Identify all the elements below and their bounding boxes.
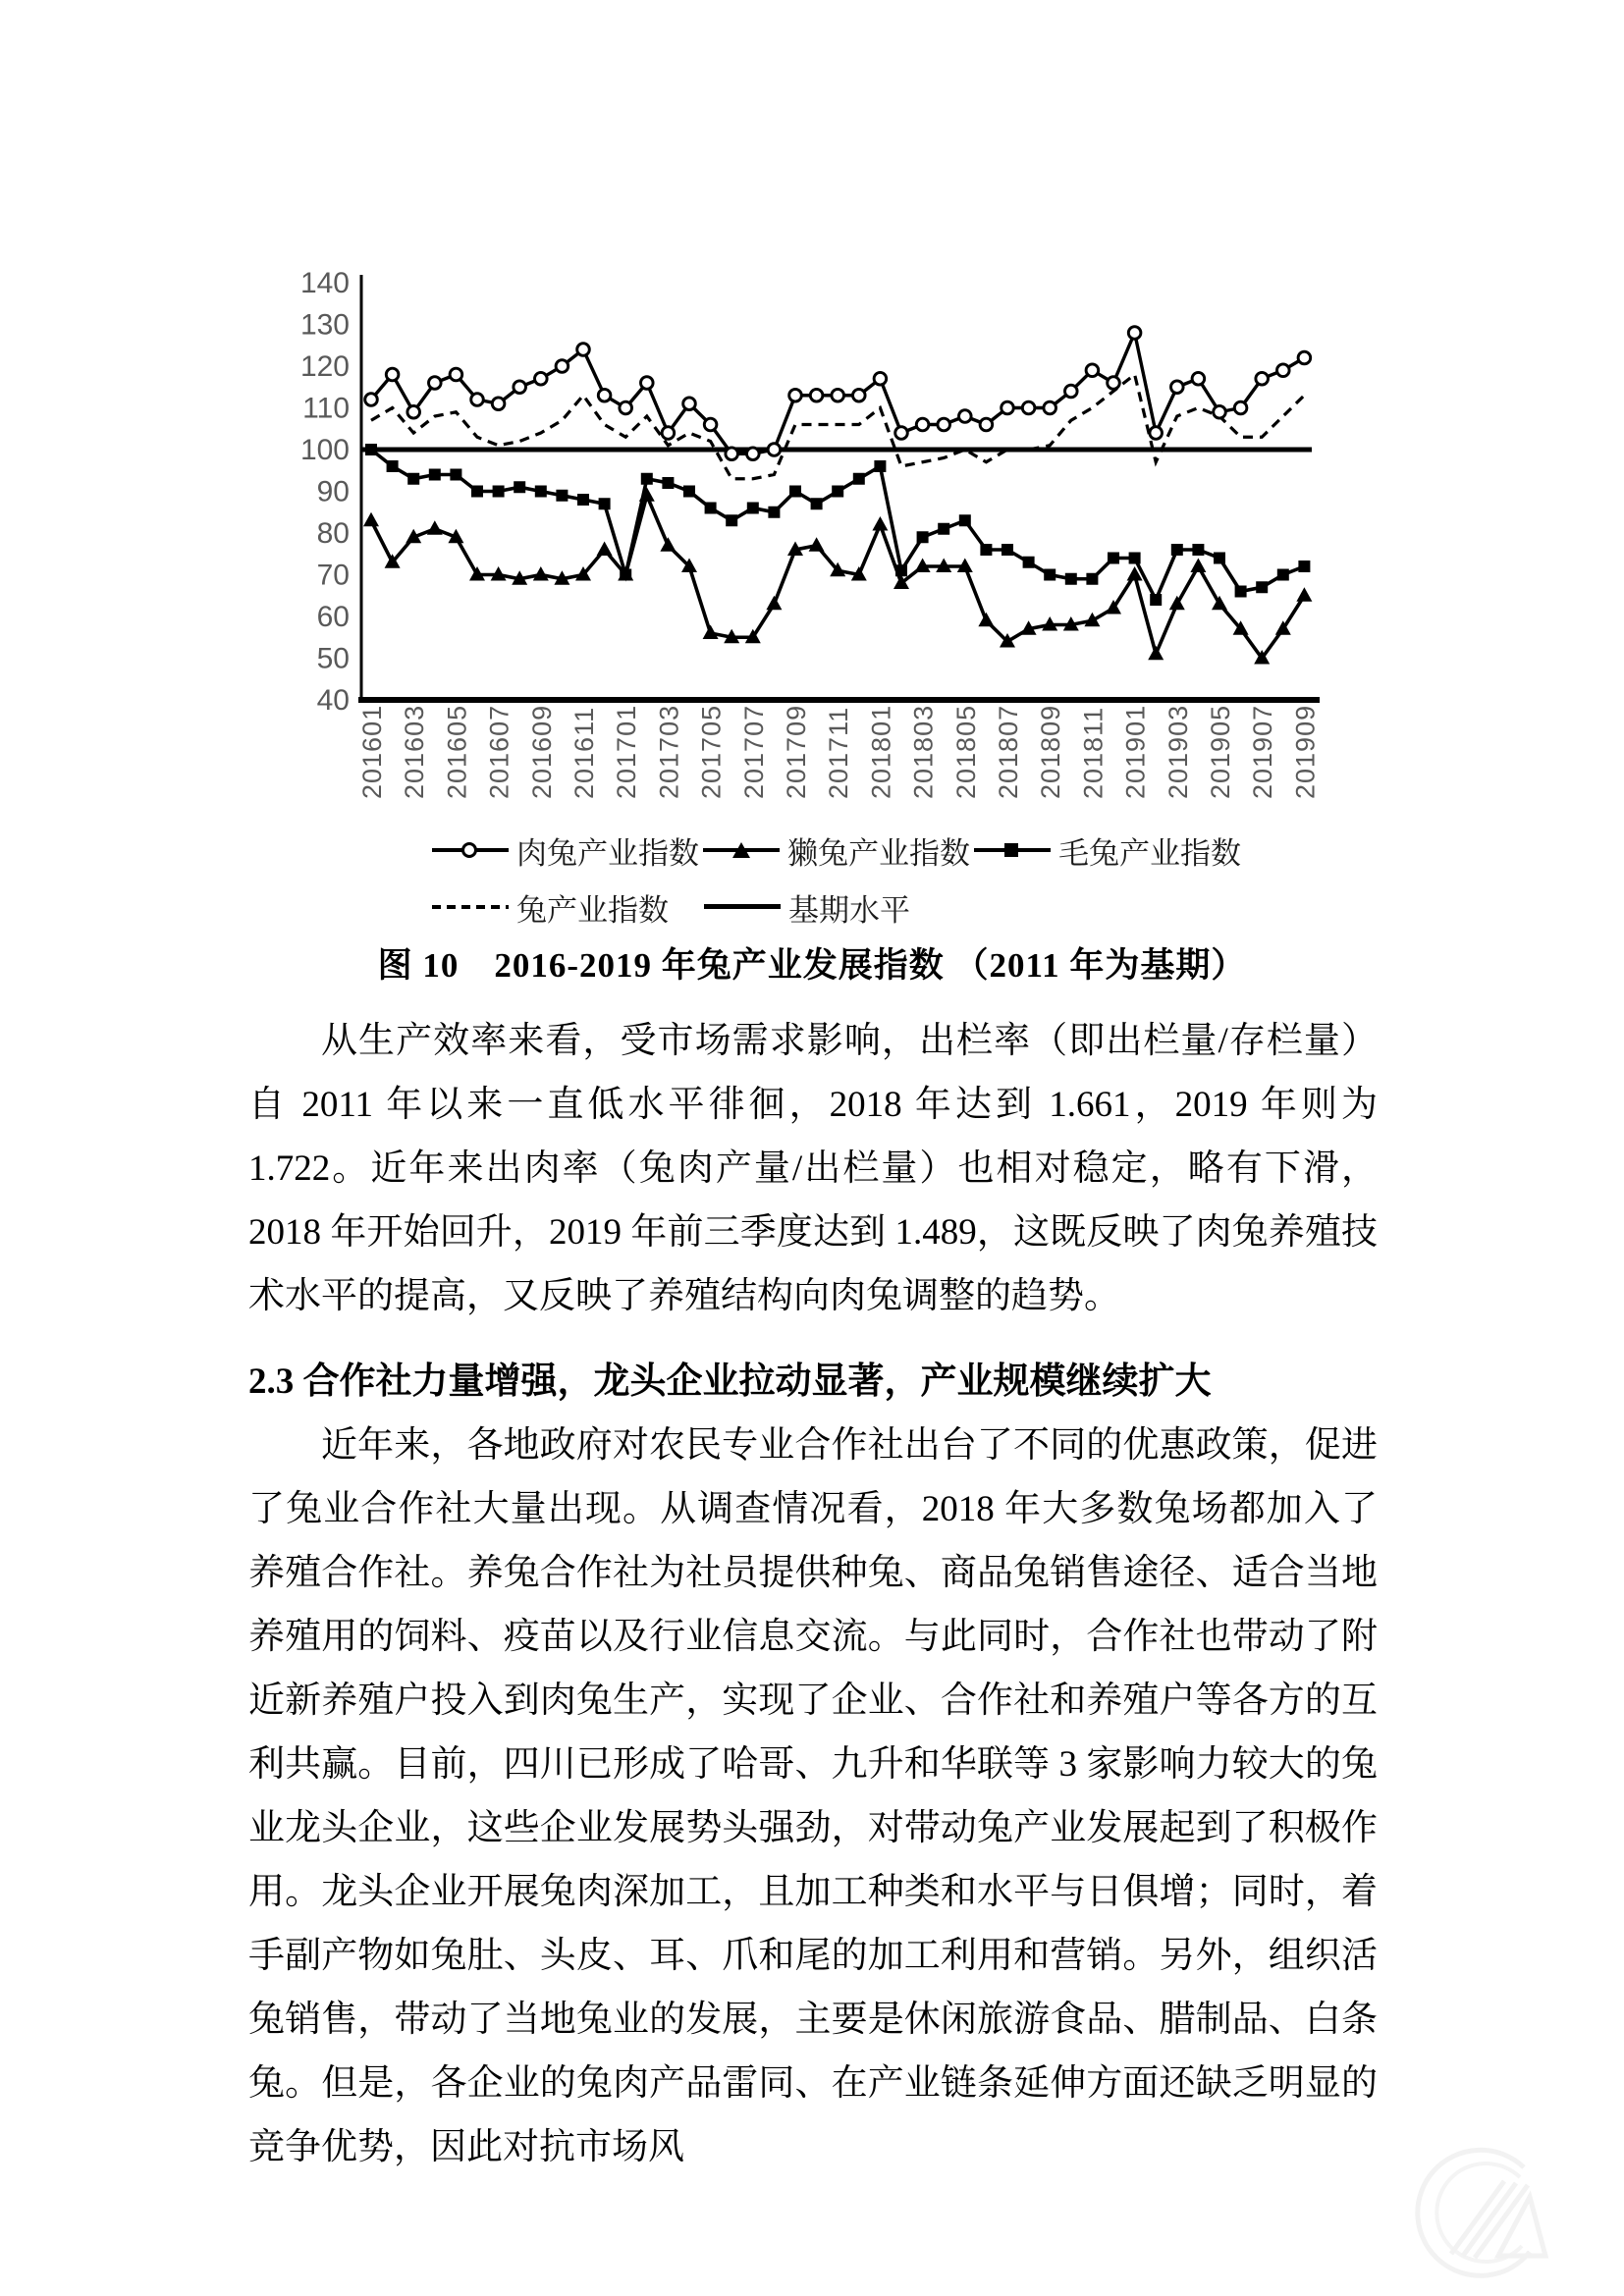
svg-text:201907: 201907 <box>1248 704 1278 799</box>
svg-text:100: 100 <box>299 434 350 466</box>
svg-text:201609: 201609 <box>526 704 557 799</box>
legend-label: 兔产业指数 <box>516 892 669 928</box>
svg-text:201811: 201811 <box>1078 706 1109 799</box>
legend-item-wool-rabbit <box>974 828 1241 873</box>
svg-text:201607: 201607 <box>484 704 514 799</box>
svg-text:70: 70 <box>316 559 350 592</box>
svg-text:201701: 201701 <box>612 704 642 799</box>
legend-row-2 <box>432 887 1316 927</box>
svg-text:201807: 201807 <box>994 704 1023 799</box>
legend-row-1 <box>432 830 1316 870</box>
svg-text:80: 80 <box>316 517 350 550</box>
svg-text:201705: 201705 <box>696 704 727 799</box>
chart-legend <box>432 830 1316 927</box>
legend-item-rex-rabbit <box>703 828 970 873</box>
rabbit-index-line-chart <box>291 257 1361 822</box>
legend-label: 獭兔产业指数 <box>787 835 970 871</box>
svg-text:201903: 201903 <box>1163 704 1193 799</box>
svg-text:140: 140 <box>299 267 350 299</box>
figure-caption: 图 10 2016-2019 年兔产业发展指数 （2011 年为基期） <box>377 946 1247 985</box>
legend-label: 毛兔产业指数 <box>1058 835 1241 871</box>
svg-text:201603: 201603 <box>400 704 430 799</box>
svg-text:201803: 201803 <box>908 704 939 799</box>
svg-text:90: 90 <box>316 475 350 508</box>
triangle-line-marker-icon <box>703 839 780 861</box>
svg-text:201707: 201707 <box>738 704 769 799</box>
legend-item-base-level <box>704 885 910 930</box>
paragraph-cooperatives: 近年来，各地政府对农民专业合作社出台了不同的优惠政策，促进了兔业合作社大量出现。从调查情况看，2018 年大多数兔场都加入了养殖合作社。养兔合作社为社员提供种兔、商品兔销售途径、适合当地养殖用的饲料、疫苗以及行业信息交流。与此同时，合作社也带动了附近新养殖户投入到肉兔生产，实现了企业、合作社和养殖户等各方的互利共赢。目前，四川已形成了哈哥、九升和华联等 3 家影响力较大的兔业龙头企业，这些企业发展势头强劲，对带动兔产业发展起到了积极作用。龙头企业开展兔肉深加工，且加工种类和水平与日俱增；同时，着手副产物如兔肚、头皮、耳、爪和尾的加工利用和营销。另外，组织活兔销售，带动了当地兔业的发展，主要是休闲旅游食品、腊制品、白条兔。但是，各企业的兔肉产品雷同、在产业链条延伸方面还缺乏明显的竞争优势，因此对抗市场风 <box>248 1425 1378 2167</box>
svg-text:201805: 201805 <box>950 704 981 799</box>
svg-text:130: 130 <box>299 308 350 342</box>
section-heading-2-3: 2.3 合作社力量增强，龙头企业拉动显著，产业规模继续扩大 <box>248 1362 1212 1402</box>
svg-text:60: 60 <box>316 601 350 633</box>
svg-text:120: 120 <box>299 350 350 383</box>
square-line-marker-icon <box>974 839 1051 861</box>
legend-label: 肉兔产业指数 <box>516 835 699 871</box>
svg-text:201711: 201711 <box>824 706 854 799</box>
watermark-logo <box>1404 2136 1561 2293</box>
svg-text:50: 50 <box>316 642 350 675</box>
svg-text:201703: 201703 <box>654 704 684 799</box>
svg-text:201709: 201709 <box>782 704 811 799</box>
svg-text:110: 110 <box>302 392 350 425</box>
svg-text:201611: 201611 <box>569 706 599 799</box>
svg-text:201605: 201605 <box>442 704 472 799</box>
svg-text:201809: 201809 <box>1036 704 1066 799</box>
paragraph-production-efficiency: 从生产效率来看，受市场需求影响，出栏率（即出栏量/存栏量）自 2011 年以来一直低水平徘徊，2018 年达到 1.661，2019 年则为 1.722。近年来出肉率（兔肉产量/出栏量）也相对稳定，略有下滑，2018 年开始回升，2019 年前三季度达到 1.489，这既反映了肉兔养殖技术水平的提高，又反映了养殖结构向肉兔调整的趋势。 <box>248 1021 1378 1316</box>
svg-text:201905: 201905 <box>1206 704 1235 799</box>
svg-text:201909: 201909 <box>1290 704 1321 799</box>
legend-label: 基期水平 <box>788 892 910 928</box>
svg-text:201601: 201601 <box>357 704 387 799</box>
circle-line-marker-icon <box>432 839 509 861</box>
legend-item-meat-rabbit <box>432 828 699 873</box>
svg-text:201901: 201901 <box>1120 704 1151 799</box>
solid-line-marker-icon <box>704 896 781 918</box>
dashed-line-marker-icon <box>432 896 509 918</box>
svg-text:201801: 201801 <box>866 704 896 799</box>
legend-item-overall-index <box>432 885 669 930</box>
svg-text:40: 40 <box>316 684 350 717</box>
